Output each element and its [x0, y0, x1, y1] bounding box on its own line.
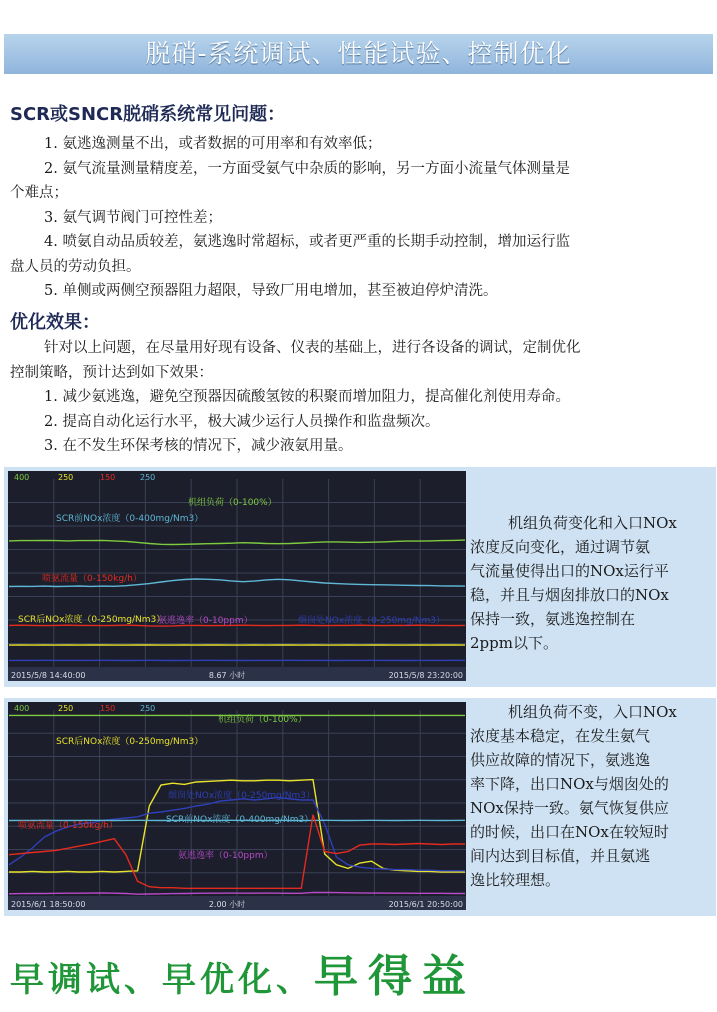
slogan-part-2: 早得益 [314, 951, 476, 1002]
series-label: SCR前NOx浓度（0-400mg/Nm3） [166, 815, 314, 825]
effect-item: 3. 在不发生环保考核的情况下，减少液氨用量。 [44, 438, 353, 454]
series-label: 烟囱处NOx浓度（0-250mg/Nm3） [168, 791, 316, 801]
effect-item: 2. 提高自动化运行水平，极大减少运行人员操作和监盘频次。 [44, 413, 440, 430]
series-label: SCR后NOx浓度（0-250mg/Nm3） [18, 615, 166, 625]
series-label: 机组负荷（0-100%） [218, 715, 307, 725]
intro-line: 控制策略，预计达到如下效果： [10, 364, 213, 381]
time-span-label: 8.67 小时 [208, 671, 246, 680]
time-start-label: 2015/5/8 14:40:00 [11, 671, 86, 680]
time-start-label: 2015/6/1 18:50:00 [11, 900, 86, 909]
intro-line: 针对以上问题，在尽量用好现有设备、仪表的基础上，进行各设备的调试，定制优化 [44, 340, 581, 356]
time-end-label: 2015/6/1 20:50:00 [388, 900, 463, 909]
problem-item: 4. 喷氨自动品质较差，氨逃逸时常超标，或者更严重的长期手动控制，增加运行监 [44, 234, 570, 250]
axis-tick-label: 250 [140, 704, 156, 713]
problem-item: 盘人员的劳动负担。 [10, 258, 141, 275]
problem-item: 个难点； [10, 185, 68, 201]
caption-line: 稳，并且与烟囱排放口的NOx [470, 586, 669, 604]
axis-tick-label: 250 [58, 473, 74, 482]
caption-line: 气流量使得出口的NOx运行平 [470, 562, 669, 580]
caption-line: 供应故障的情况下，氨逃逸 [470, 751, 651, 769]
figure-caption-1 [470, 511, 712, 655]
axis-tick-label: 400 [14, 473, 30, 482]
series-label: SCR后NOx浓度（0-250mg/Nm3） [56, 737, 204, 747]
caption-line: 的时候，出口在NOx在较短时 [470, 823, 669, 841]
figure-panel-1 [4, 467, 716, 687]
section-optimization-title: 优化效果： [10, 312, 100, 333]
trend-chart-2 [8, 702, 466, 910]
figure-panel-2 [4, 698, 716, 916]
caption-line: 保持一致，氨逃逸控制在 [470, 610, 636, 628]
caption-line: 机组负荷不变，入口NOx [508, 703, 677, 721]
trend-chart-1 [8, 471, 466, 681]
caption-line: 逸比较理想。 [470, 871, 561, 889]
page-title: 脱硝-系统调试、性能试验、控制优化 [145, 39, 572, 68]
figure-caption-2 [470, 700, 712, 892]
problem-item: 5. 单侧或两侧空预器阻力超限，导致厂用电增加，甚至被迫停炉清洗。 [44, 283, 498, 299]
caption-line: 率下降，出口NOx与烟囱处的 [470, 775, 669, 793]
slogan-part-1: 早调试、早优化、 [10, 960, 314, 1000]
header-banner [4, 34, 713, 74]
caption-line: 机组负荷变化和入口NOx [508, 514, 677, 532]
axis-tick-label: 400 [14, 704, 30, 713]
series-label: 喷氨流量（0-150kg/h） [18, 821, 118, 831]
caption-line: 2ppm以下。 [470, 634, 558, 652]
caption-line: NOx保持一致。氨气恢复供应 [470, 799, 669, 817]
series-label: 机组负荷（0-100%） [188, 498, 277, 508]
section-common-problems-title: SCR或SNCR脱硝系统常见问题： [10, 104, 286, 125]
optimization-list [10, 336, 710, 459]
axis-tick-label: 250 [58, 704, 74, 713]
series-label: 氨逃逸率（0-10ppm） [158, 616, 253, 626]
axis-tick-label: 150 [100, 473, 116, 482]
time-span-label: 2.00 小时 [208, 900, 246, 909]
caption-line: 间内达到目标值，并且氨逃 [470, 847, 651, 865]
series-label: 喷氨流量（0-150kg/h） [42, 574, 142, 584]
problem-item: 3. 氨气调节阀门可控性差； [44, 209, 222, 226]
effect-item: 1. 减少氨逃逸，避免空预器因硫酸氢铵的积聚而增加阻力，提高催化剂使用寿命。 [44, 389, 570, 405]
problem-item: 1. 氨逃逸测量不出，或者数据的可用率和有效率低； [44, 136, 382, 152]
caption-line: 浓度基本稳定，在发生氨气 [470, 727, 651, 745]
problem-item: 2. 氨气流量测量精度差，一方面受氨气中杂质的影响，另一方面小流量气体测量是 [44, 160, 570, 177]
caption-line: 浓度反向变化，通过调节氨 [470, 538, 651, 556]
series-label: 烟囱处NOx浓度（0-250mg/Nm3） [298, 616, 446, 626]
axis-tick-label: 150 [100, 704, 116, 713]
axis-tick-label: 250 [140, 473, 156, 482]
series-label: SCR前NOx浓度（0-400mg/Nm3） [56, 514, 204, 524]
series-label: 氨逃逸率（0-10ppm） [178, 851, 273, 861]
problem-list [10, 132, 710, 304]
slogan [10, 940, 476, 1004]
time-end-label: 2015/5/8 23:20:00 [388, 671, 463, 680]
